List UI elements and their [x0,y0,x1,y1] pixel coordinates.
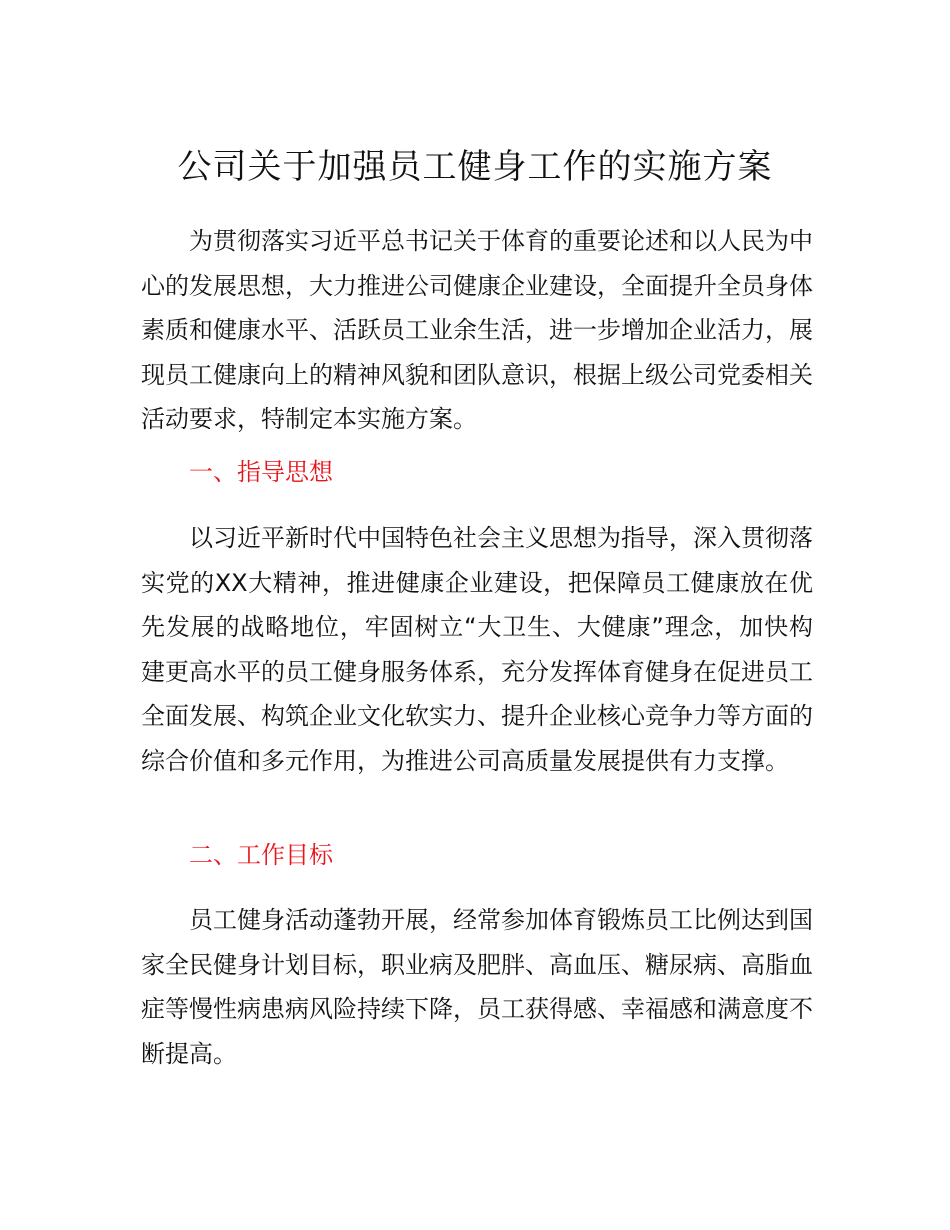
section-heading-work-goals: 二、工作目标 [189,841,333,869]
document-title: 公司关于加强员工健身工作的实施方案 [177,147,773,187]
section-body-guiding-ideology: 以习近平新时代中国特色社会主义思想为指导，深入贯彻落实党的XX大精神，推进健康企业建设，把保障员工健康放在优先发展的战略地位，牢固树立“大卫生、大健康”理念，加快构建更高水平的员工健身服务体系，充分发挥体育健身在促进员工全面发展、构筑企业文化软实力、提升企业核心竞争力等方面的综合价值和多元作用，为推进公司高质量发展提供有力支撑。 [141,524,813,775]
intro-paragraph: 为贯彻落实习近平总书记关于体育的重要论述和以人民为中心的发展思想，大力推进公司健康企业建设，全面提升全员身体素质和健康水平、活跃员工业余生活，进一步增加企业活力，展现员工健康向上的精神风貌和团队意识，根据上级公司党委相关活动要求，特制定本实施方案。 [141,227,813,433]
section-heading-guiding-ideology: 一、指导思想 [189,458,333,486]
section-body-work-goals: 员工健身活动蓬勃开展，经常参加体育锻炼员工比例达到国家全民健身计划目标，职业病及肥胖、高血压、糖尿病、高脂血症等慢性病患病风险持续下降，员工获得感、幸福感和满意度不断提高。 [141,906,813,1068]
